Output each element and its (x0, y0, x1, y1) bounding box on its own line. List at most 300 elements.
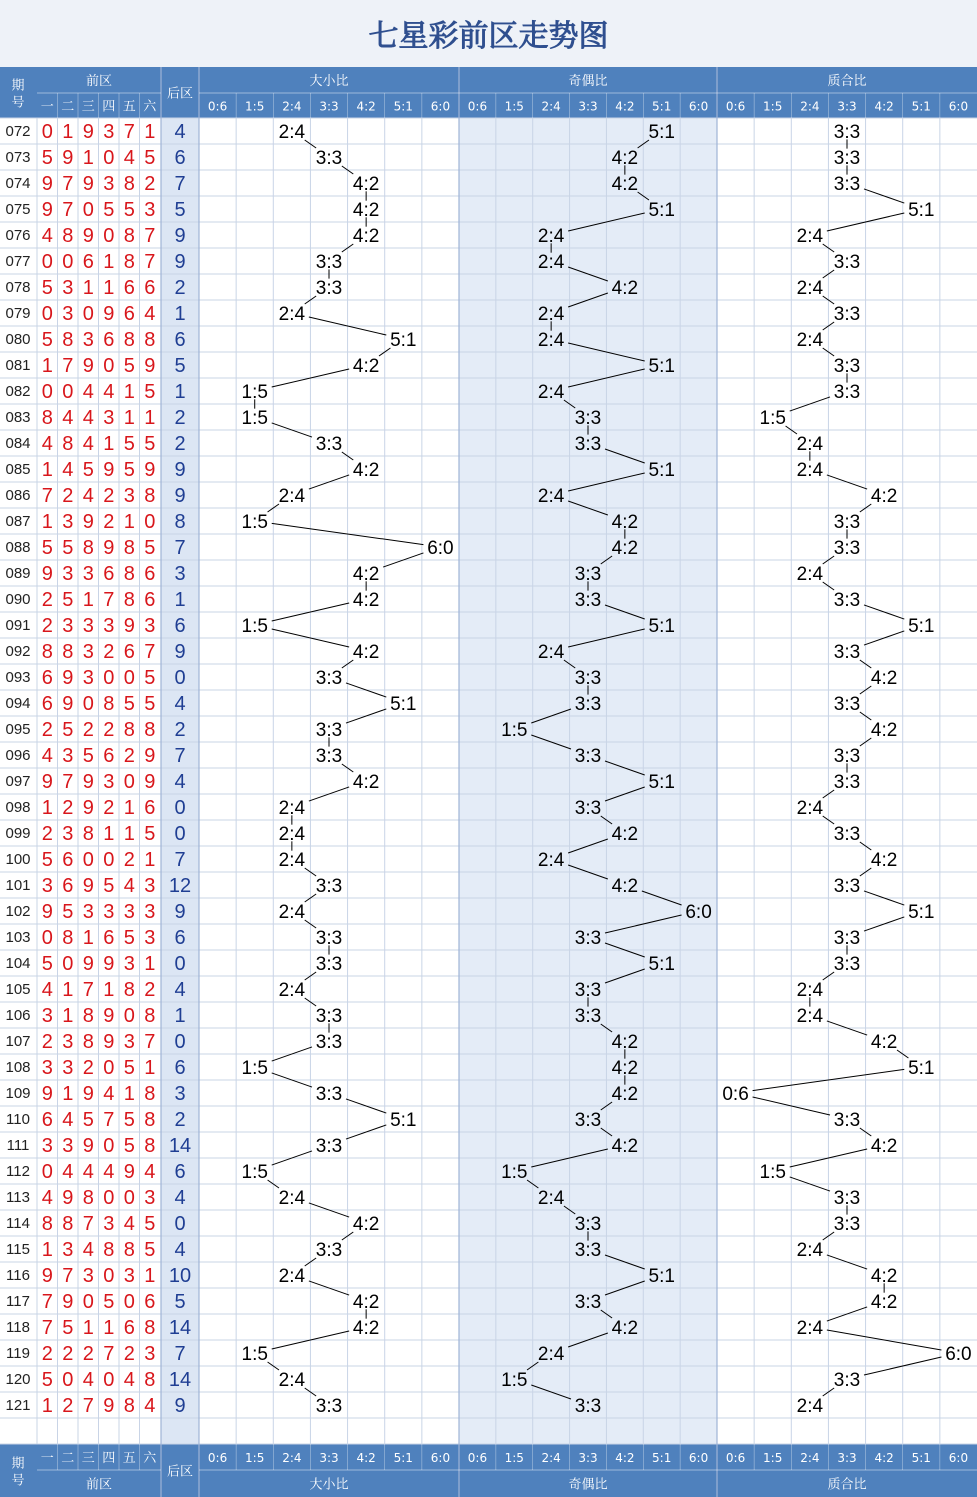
footer-group-label: 奇偶比 (568, 1477, 608, 1493)
front-digit: 7 (123, 121, 135, 143)
odd-even-ratio-mark: 2:4 (537, 1344, 565, 1365)
footer-group-label: 大小比 (309, 1477, 349, 1493)
back-number: 1 (174, 589, 186, 611)
footer-ratio-label: 0:6 (725, 1451, 746, 1465)
front-digit: 3 (62, 1057, 74, 1079)
back-number: 4 (174, 121, 186, 143)
front-digit: 9 (62, 1291, 74, 1313)
prime-composite-ratio-mark: 3:3 (833, 1370, 861, 1391)
footer-issue-label-1: 期 (11, 1456, 25, 1472)
back-number: 9 (174, 485, 186, 507)
back-number: 0 (174, 953, 186, 975)
front-digit: 9 (103, 459, 115, 481)
issue-number: 116 (6, 1267, 30, 1284)
front-digit: 5 (123, 693, 135, 715)
back-number: 0 (174, 667, 186, 689)
issue-number: 104 (5, 955, 31, 972)
back-number: 9 (174, 459, 186, 481)
front-digit: 3 (41, 875, 53, 897)
odd-even-ratio-mark: 5:1 (648, 460, 675, 481)
prime-composite-ratio-mark: 2:4 (796, 1006, 824, 1027)
back-number: 2 (174, 1109, 186, 1131)
front-digit: 3 (144, 615, 156, 637)
front-digit: 0 (62, 1369, 74, 1391)
back-number: 5 (174, 199, 186, 221)
front-digit: 6 (123, 1317, 135, 1339)
odd-even-ratio-mark: 2:4 (537, 1188, 565, 1209)
odd-even-ratio-mark: 5:1 (648, 356, 675, 377)
front-digit: 1 (41, 1239, 53, 1261)
footer-front-label: 前区 (85, 1477, 113, 1493)
footer-ratio-label: 6:0 (948, 1451, 969, 1465)
front-digit: 9 (123, 615, 135, 637)
footer-ratio-label: 1:5 (504, 1451, 524, 1465)
front-digit: 8 (144, 719, 156, 741)
header-position-label: 二 (61, 99, 75, 115)
front-digit: 2 (103, 641, 115, 663)
front-digit: 4 (41, 433, 53, 455)
footer-position-label: 二 (61, 1451, 75, 1466)
issue-number: 100 (5, 851, 31, 868)
back-number: 2 (174, 407, 186, 429)
back-number: 6 (174, 147, 186, 169)
front-digit: 1 (62, 121, 74, 143)
back-number: 12 (168, 875, 192, 897)
issue-number: 078 (5, 279, 31, 296)
front-digit: 4 (123, 1213, 135, 1235)
issue-number: 094 (5, 695, 31, 712)
prime-composite-ratio-mark: 5:1 (908, 616, 935, 637)
front-digit: 8 (123, 251, 135, 273)
front-digit: 5 (103, 1291, 115, 1313)
prime-composite-ratio-mark: 1:5 (759, 408, 786, 429)
front-digit: 8 (82, 1005, 94, 1027)
front-digit: 6 (41, 1109, 53, 1131)
big-small-ratio-mark: 3:3 (315, 1084, 343, 1105)
issue-number: 088 (5, 539, 31, 556)
prime-composite-ratio-mark: 5:1 (908, 902, 935, 923)
back-number: 10 (168, 1265, 192, 1287)
footer-issue-label-2: 号 (11, 1473, 25, 1489)
front-digit: 5 (144, 823, 156, 845)
front-digit: 0 (82, 1291, 94, 1313)
odd-even-ratio-mark: 2:4 (537, 226, 565, 247)
front-digit: 0 (103, 1057, 115, 1079)
front-digit: 7 (62, 771, 74, 793)
odd-even-ratio-mark: 3:3 (574, 590, 602, 611)
prime-composite-ratio-mark: 3:3 (833, 382, 861, 403)
front-digit: 6 (103, 745, 115, 767)
back-number: 9 (174, 901, 186, 923)
back-number: 6 (174, 1161, 186, 1183)
odd-even-ratio-mark: 3:3 (574, 1214, 602, 1235)
prime-composite-ratio-mark: 3:3 (833, 122, 861, 143)
front-digit: 3 (123, 901, 135, 923)
front-digit: 2 (41, 589, 53, 611)
front-digit: 7 (103, 1109, 115, 1131)
front-digit: 4 (123, 875, 135, 897)
front-digit: 9 (62, 667, 74, 689)
back-number: 6 (174, 329, 186, 351)
front-digit: 3 (41, 1005, 53, 1027)
front-digit: 9 (144, 459, 156, 481)
header-position-label: 六 (143, 99, 157, 115)
odd-even-ratio-mark: 3:3 (574, 1110, 602, 1131)
front-digit: 1 (123, 1083, 135, 1105)
front-digit: 3 (123, 953, 135, 975)
prime-composite-ratio-mark: 4:2 (870, 486, 898, 507)
front-digit: 3 (103, 173, 115, 195)
front-digit: 8 (123, 329, 135, 351)
big-small-ratio-mark: 4:2 (352, 174, 380, 195)
front-digit: 2 (41, 615, 53, 637)
issue-number: 106 (5, 1007, 31, 1024)
issue-number: 112 (6, 1163, 30, 1180)
front-digit: 8 (123, 225, 135, 247)
front-digit: 4 (103, 381, 115, 403)
front-digit: 7 (144, 251, 156, 273)
odd-even-ratio-mark: 3:3 (574, 434, 602, 455)
front-digit: 4 (82, 1369, 94, 1391)
big-small-ratio-mark: 3:3 (315, 434, 343, 455)
footer-back-label: 后区 (166, 1464, 194, 1480)
big-small-ratio-mark: 3:3 (315, 252, 343, 273)
issue-number: 086 (5, 487, 31, 504)
issue-number: 077 (5, 253, 31, 270)
odd-even-ratio-mark: 2:4 (537, 304, 565, 325)
front-digit: 6 (123, 277, 135, 299)
odd-even-ratio-mark: 2:4 (537, 330, 565, 351)
front-digit: 9 (123, 1161, 135, 1183)
front-digit: 6 (144, 589, 156, 611)
big-small-ratio-mark: 4:2 (352, 772, 380, 793)
big-small-ratio-mark: 4:2 (352, 642, 380, 663)
prime-composite-ratio-mark: 2:4 (796, 1240, 824, 1261)
front-digit: 3 (41, 1057, 53, 1079)
big-small-ratio-mark: 5:1 (390, 1110, 417, 1131)
front-digit: 5 (103, 875, 115, 897)
front-digit: 4 (144, 1395, 156, 1417)
front-digit: 7 (62, 355, 74, 377)
back-number: 4 (174, 693, 186, 715)
odd-even-ratio-mark: 4:2 (611, 1084, 639, 1105)
front-digit: 9 (144, 745, 156, 767)
big-small-ratio-mark: 3:3 (315, 1396, 343, 1417)
odd-even-ratio-mark: 3:3 (574, 928, 602, 949)
front-digit: 8 (82, 1031, 94, 1053)
back-number: 4 (174, 979, 186, 1001)
header-ratio-label: 3:3 (578, 99, 598, 114)
header-ratio-label: 2:4 (541, 99, 561, 114)
front-digit: 4 (82, 485, 94, 507)
front-digit: 4 (123, 147, 135, 169)
back-number: 1 (174, 1005, 186, 1027)
front-digit: 4 (62, 1161, 74, 1183)
front-digit: 1 (123, 381, 135, 403)
front-digit: 0 (103, 355, 115, 377)
front-digit: 8 (62, 1213, 74, 1235)
odd-even-ratio-mark: 3:3 (574, 694, 602, 715)
big-small-ratio-mark: 2:4 (278, 850, 306, 871)
prime-composite-ratio-mark: 2:4 (796, 460, 824, 481)
prime-composite-ratio-mark: 2:4 (796, 564, 824, 585)
header-ratio-label: 4:2 (615, 99, 635, 114)
front-digit: 5 (41, 147, 53, 169)
header-ratio-label: 4:2 (874, 99, 894, 114)
front-digit: 3 (103, 901, 115, 923)
odd-even-ratio-mark: 4:2 (611, 174, 639, 195)
front-digit: 7 (103, 1343, 115, 1365)
front-digit: 1 (123, 797, 135, 819)
front-digit: 5 (144, 1213, 156, 1235)
front-digit: 9 (144, 771, 156, 793)
prime-composite-ratio-mark: 4:2 (870, 1136, 898, 1157)
odd-even-ratio-mark: 5:1 (648, 200, 675, 221)
front-digit: 8 (62, 329, 74, 351)
odd-even-ratio-mark: 3:3 (574, 1292, 602, 1313)
front-digit: 2 (103, 719, 115, 741)
front-digit: 0 (82, 303, 94, 325)
front-digit: 5 (144, 147, 156, 169)
front-digit: 0 (103, 1265, 115, 1287)
front-digit: 5 (82, 1109, 94, 1131)
front-digit: 6 (41, 667, 53, 689)
big-small-ratio-mark: 4:2 (352, 590, 380, 611)
footer-ratio-label: 0:6 (467, 1451, 488, 1465)
front-digit: 9 (41, 563, 53, 585)
front-digit: 3 (144, 927, 156, 949)
front-digit: 2 (82, 1057, 94, 1079)
prime-composite-ratio-mark: 1:5 (759, 1162, 786, 1183)
header-ratio-label: 0:6 (207, 99, 228, 114)
issue-number: 108 (5, 1059, 31, 1076)
front-digit: 8 (123, 1239, 135, 1261)
prime-composite-ratio-mark: 2:4 (796, 798, 824, 819)
footer-ratio-label: 4:2 (615, 1451, 635, 1465)
header-ratio-label: 0:6 (467, 99, 488, 114)
back-number: 4 (174, 1239, 186, 1261)
front-digit: 7 (62, 1265, 74, 1287)
front-digit: 4 (62, 407, 74, 429)
front-digit: 0 (103, 849, 115, 871)
odd-even-ratio-mark: 2:4 (537, 850, 565, 871)
front-digit: 0 (103, 1187, 115, 1209)
front-digit: 9 (41, 173, 53, 195)
front-digit: 5 (123, 1109, 135, 1131)
back-number: 5 (174, 355, 186, 377)
front-digit: 1 (103, 1317, 115, 1339)
big-small-ratio-mark: 2:4 (278, 486, 306, 507)
big-small-ratio-mark: 1:5 (241, 512, 268, 533)
front-digit: 1 (41, 511, 53, 533)
front-digit: 0 (41, 121, 53, 143)
footer-ratio-label: 3:3 (837, 1451, 857, 1465)
header-group-label: 大小比 (309, 74, 349, 89)
front-digit: 3 (103, 121, 115, 143)
front-digit: 9 (82, 771, 94, 793)
prime-composite-ratio-mark: 4:2 (870, 1266, 898, 1287)
prime-composite-ratio-mark: 4:2 (870, 850, 898, 871)
front-digit: 2 (62, 797, 74, 819)
issue-number: 120 (5, 1371, 31, 1388)
front-digit: 8 (144, 1083, 156, 1105)
front-digit: 0 (82, 199, 94, 221)
front-digit: 3 (62, 277, 74, 299)
front-digit: 9 (103, 1005, 115, 1027)
issue-number: 081 (5, 357, 31, 374)
prime-composite-ratio-mark: 3:3 (833, 772, 861, 793)
front-digit: 5 (62, 537, 74, 559)
footer-ratio-label: 4:2 (874, 1451, 894, 1465)
back-number: 3 (174, 1083, 186, 1105)
issue-number: 119 (6, 1345, 30, 1362)
issue-number: 095 (5, 721, 31, 738)
front-digit: 4 (62, 1109, 74, 1131)
prime-composite-ratio-mark: 2:4 (796, 278, 824, 299)
header-position-label: 三 (81, 99, 95, 115)
issue-number: 103 (5, 929, 31, 946)
big-small-ratio-mark: 1:5 (241, 1058, 268, 1079)
odd-even-ratio-mark: 5:1 (648, 772, 675, 793)
front-digit: 9 (41, 1083, 53, 1105)
back-number: 7 (174, 745, 186, 767)
front-digit: 0 (123, 771, 135, 793)
header-ratio-label: 0:6 (725, 99, 746, 114)
issue-number: 110 (6, 1111, 30, 1128)
front-digit: 8 (62, 927, 74, 949)
front-digit: 4 (41, 745, 53, 767)
prime-composite-ratio-mark: 3:3 (833, 174, 861, 195)
footer-ratio-label: 1:5 (245, 1451, 265, 1465)
front-digit: 9 (82, 355, 94, 377)
back-number: 2 (174, 277, 186, 299)
issue-number: 099 (5, 825, 31, 842)
front-digit: 7 (41, 1317, 53, 1339)
odd-even-ratio-mark: 3:3 (574, 408, 602, 429)
front-digit: 3 (62, 615, 74, 637)
prime-composite-ratio-mark: 3:3 (833, 252, 861, 273)
big-small-ratio-mark: 2:4 (278, 824, 306, 845)
odd-even-ratio-mark: 3:3 (574, 668, 602, 689)
front-digit: 5 (41, 849, 53, 871)
front-digit: 8 (144, 1109, 156, 1131)
prime-composite-ratio-mark: 3:3 (833, 356, 861, 377)
issue-number: 087 (5, 513, 31, 530)
back-number: 1 (174, 303, 186, 325)
odd-even-ratio-mark: 4:2 (611, 148, 639, 169)
issue-number: 079 (5, 305, 31, 322)
front-digit: 2 (41, 823, 53, 845)
front-digit: 6 (62, 849, 74, 871)
front-digit: 5 (82, 745, 94, 767)
front-digit: 5 (41, 329, 53, 351)
issue-number: 074 (5, 175, 31, 192)
front-digit: 3 (62, 823, 74, 845)
front-digit: 8 (82, 537, 94, 559)
front-digit: 3 (123, 1265, 135, 1287)
issue-number: 085 (5, 461, 31, 478)
front-digit: 6 (103, 563, 115, 585)
front-digit: 8 (41, 1213, 53, 1235)
front-digit: 1 (62, 1005, 74, 1027)
prime-composite-ratio-mark: 3:3 (833, 1110, 861, 1131)
footer-position-label: 五 (122, 1451, 136, 1466)
prime-composite-ratio-mark: 2:4 (796, 226, 824, 247)
back-number: 1 (174, 381, 186, 403)
back-number: 14 (168, 1317, 192, 1339)
odd-even-ratio-mark: 3:3 (574, 1006, 602, 1027)
front-digit: 2 (62, 1343, 74, 1365)
issue-number: 092 (5, 643, 31, 660)
front-digit: 3 (103, 615, 115, 637)
front-digit: 0 (123, 667, 135, 689)
front-digit: 5 (82, 459, 94, 481)
issue-number: 111 (6, 1137, 30, 1154)
front-digit: 3 (123, 485, 135, 507)
prime-composite-ratio-mark: 4:2 (870, 668, 898, 689)
front-digit: 3 (62, 563, 74, 585)
front-digit: 8 (123, 979, 135, 1001)
prime-composite-ratio-mark: 2:4 (796, 1318, 824, 1339)
front-digit: 5 (123, 355, 135, 377)
front-digit: 2 (144, 173, 156, 195)
footer-position-label: 一 (40, 1451, 54, 1466)
header-ratio-label: 1:5 (504, 99, 524, 114)
odd-even-ratio-mark: 4:2 (611, 512, 639, 533)
front-digit: 9 (82, 953, 94, 975)
front-digit: 2 (62, 485, 74, 507)
front-digit: 2 (103, 797, 115, 819)
issue-number: 076 (5, 227, 31, 244)
footer-ratio-label: 6:0 (430, 1451, 451, 1465)
front-digit: 2 (103, 485, 115, 507)
front-digit: 4 (123, 1369, 135, 1391)
front-digit: 2 (123, 745, 135, 767)
odd-even-ratio-mark: 4:2 (611, 824, 639, 845)
front-digit: 3 (103, 407, 115, 429)
odd-even-ratio-mark: 3:3 (574, 798, 602, 819)
footer-ratio-label: 5:1 (911, 1451, 931, 1465)
back-number: 2 (174, 433, 186, 455)
front-digit: 4 (82, 1239, 94, 1261)
header-ratio-label: 6:0 (688, 99, 709, 114)
header-group-label: 质合比 (827, 74, 867, 89)
big-small-ratio-mark: 4:2 (352, 226, 380, 247)
front-digit: 2 (41, 1343, 53, 1365)
odd-even-ratio-mark: 2:4 (537, 252, 565, 273)
front-digit: 5 (144, 1239, 156, 1261)
big-small-ratio-mark: 1:5 (241, 408, 268, 429)
front-digit: 8 (103, 693, 115, 715)
front-digit: 0 (123, 1005, 135, 1027)
footer-ratio-label: 2:4 (800, 1451, 820, 1465)
front-digit: 0 (144, 511, 156, 533)
front-digit: 8 (123, 1395, 135, 1417)
front-digit: 7 (144, 1031, 156, 1053)
issue-number: 115 (6, 1241, 30, 1258)
big-small-ratio-mark: 3:3 (315, 148, 343, 169)
front-digit: 9 (82, 173, 94, 195)
prime-composite-ratio-mark: 2:4 (796, 434, 824, 455)
odd-even-ratio-mark: 4:2 (611, 1318, 639, 1339)
front-digit: 1 (144, 121, 156, 143)
big-small-ratio-mark: 1:5 (241, 1344, 268, 1365)
front-digit: 2 (41, 1031, 53, 1053)
front-digit: 9 (82, 121, 94, 143)
front-digit: 2 (123, 1343, 135, 1365)
front-digit: 7 (82, 1213, 94, 1235)
front-digit: 9 (82, 1135, 94, 1157)
